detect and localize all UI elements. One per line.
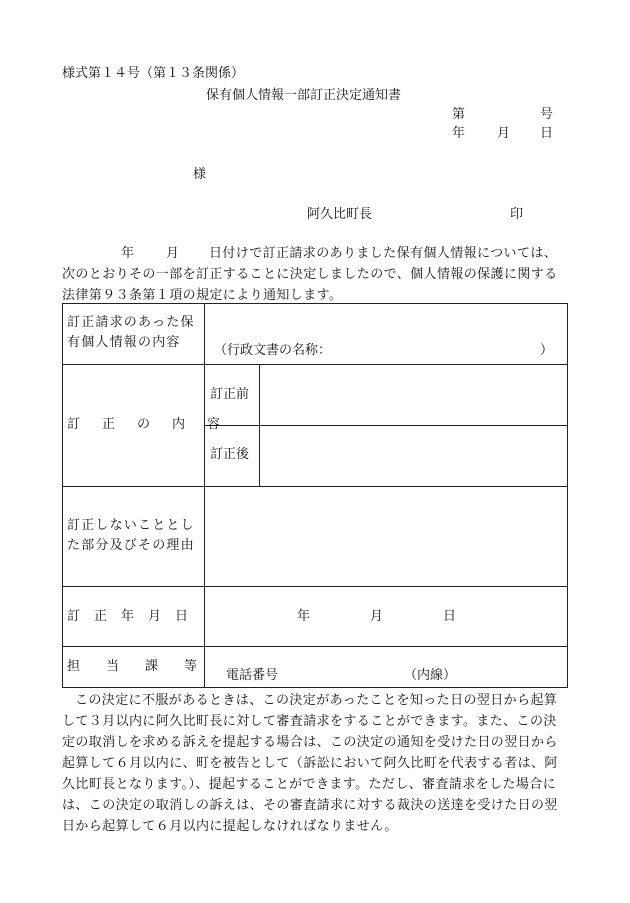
row-label-not-corrected: 訂正しないこととした部分及びその理由 [67,518,195,553]
row-label-correction-date: 訂正年月日 [67,609,203,624]
document-name-prefix: （行政文書の名称： [214,343,332,358]
correction-date-year: 年 [297,609,311,624]
correction-date-day: 日 [443,609,457,624]
date-day: 日 [540,126,554,141]
row-label-department: 担当課等 [67,659,224,674]
doc-number-suffix: 号 [540,107,554,122]
correction-before-label: 訂正前 [210,387,250,402]
extension-label: （内線） [404,668,457,683]
appeal-notice: この決定に不服があるときは、この決定があったことを知った日の翌日から起算して３月以内に阿久比町長に対して審査請求をすることができます。また、この決定の取消しを求める訴えを提起する場合は、この決定の通知を受けた日の翌日から起算して６月以内に、町を被告として（訴訟において阿久比町を代表する者は、阿久比町長となります。）、提起することができます。ただし、審査請求をした場合には、この決定の取消しの訴えは、その審査請求に対する裁決の送達を受けた日の翌日から起算して６月以内に提起しなければなりません。 [62,693,558,834]
correction-after-label: 訂正後 [210,447,250,462]
intro-month: 月 [166,246,180,261]
date-month: 月 [497,126,511,141]
form-number: 様式第１４号（第１３条関係） [62,66,245,81]
row-label-correction-content [67,417,243,433]
intro-year: 年 [121,246,135,261]
row-label-correction-content-text: 訂正の内容 [67,417,243,432]
doc-number-prefix: 第 [452,107,466,122]
seal-mark: 印 [510,207,524,222]
issuer-name: 阿久比町長 [307,207,373,222]
date-year: 年 [452,126,466,141]
document-title: 保有個人情報一部訂正決定通知書 [206,88,402,103]
correction-date-month: 月 [370,609,384,624]
intro-paragraph: 日付けで訂正請求のありました保有個人情報については、次のとおりその一部を訂正することに決定しましたので、個人情報の保護に関する法律第９３条第１項の規定により通知します。 [62,246,558,303]
document-name-suffix: ） [540,343,554,358]
phone-number-label: 電話番号 [226,668,279,683]
row-label-requested-info: 訂正請求のあった保有個人情報の内容 [67,315,195,350]
addressee-suffix: 様 [193,167,207,182]
